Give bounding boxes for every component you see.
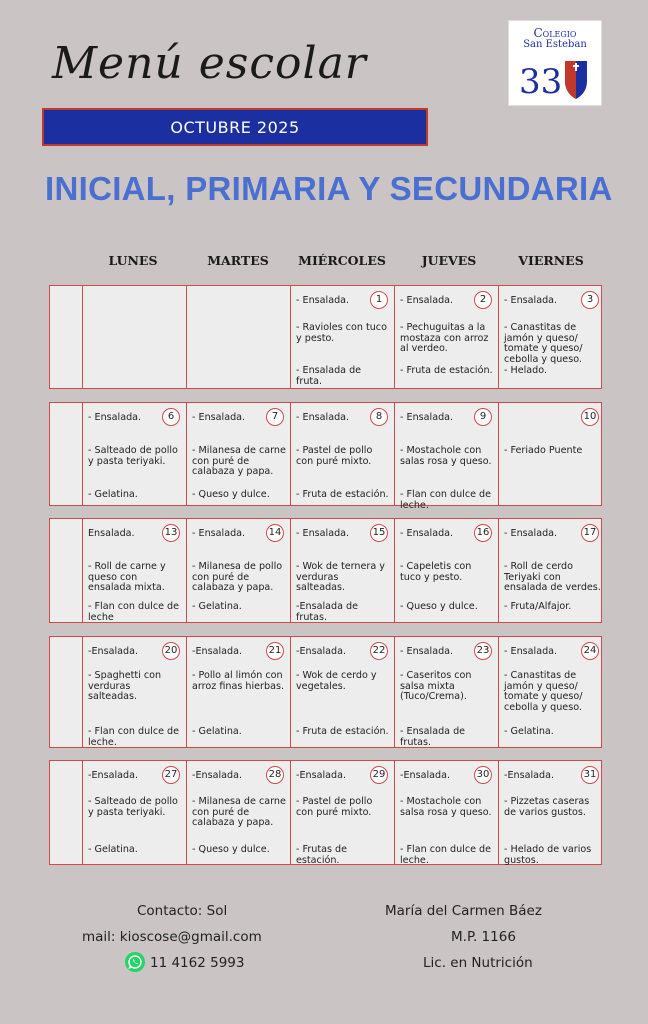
menu-item-dessert: - Helado de varios gustos.	[504, 844, 592, 866]
contact-label: Contacto: Sol	[137, 903, 228, 919]
day-number-badge: 9	[474, 408, 492, 426]
menu-item-dessert: - Queso y dulce.	[400, 601, 478, 612]
day-cell	[83, 761, 187, 864]
day-cell	[187, 761, 291, 864]
menu-item-dessert: - Gelatina.	[192, 726, 242, 737]
menu-item-starter: - Ensalada.	[296, 295, 350, 306]
menu-item-main: - Salteado de pollo y pasta teriyaki.	[88, 796, 178, 818]
day-number-badge: 21	[266, 642, 284, 660]
menu-item-starter: - Ensalada.	[400, 646, 454, 657]
menu-item-starter: - Ensalada.	[400, 412, 454, 423]
menu-item-dessert: - Fruta/Alfajor.	[504, 601, 572, 612]
day-cell	[499, 637, 605, 747]
menu-item-dessert: - Fruta de estación.	[296, 489, 389, 500]
menu-item-starter: -Ensalada.	[504, 770, 555, 781]
menu-item-main: - Pastel de pollo con puré mixto.	[296, 796, 373, 818]
nutritionist-name: María del Carmen Báez	[385, 903, 542, 919]
menu-item-starter: - Ensalada.	[88, 412, 142, 423]
day-header-miercoles: MIÉRCOLES	[298, 253, 386, 268]
day-number-badge: 7	[266, 408, 284, 426]
day-cell	[395, 286, 499, 388]
week-row	[49, 402, 602, 511]
menu-item-dessert: - Flan con dulce de leche	[88, 601, 180, 623]
day-cell	[83, 286, 187, 388]
logo-emblem-icon	[513, 55, 597, 103]
menu-item-main: - Spaghetti con verduras salteadas.	[88, 670, 162, 702]
menu-item-main: - Milanesa de pollo con puré de calabaza y papa.	[192, 561, 283, 593]
week-spacer	[50, 286, 83, 388]
menu-item-starter: - Ensalada.	[504, 295, 558, 306]
day-number-badge: 29	[370, 766, 388, 784]
day-cell	[395, 519, 499, 622]
menu-item-starter: - Ensalada.	[504, 646, 558, 657]
menu-item-main: - Milanesa de carne con puré de calabaza y papa.	[192, 445, 286, 477]
day-cell	[395, 637, 499, 747]
day-number-badge: 23	[474, 642, 492, 660]
week-spacer	[50, 637, 83, 747]
school-logo	[508, 20, 602, 106]
month-banner	[42, 108, 428, 146]
menu-item-dessert: - Flan con dulce de leche.	[400, 489, 492, 511]
menu-item-starter: - Ensalada.	[504, 528, 558, 539]
day-cell	[499, 519, 605, 622]
menu-item-main: - Pastel de pollo con puré mixto.	[296, 445, 373, 467]
menu-item-dessert: - Gelatina.	[504, 726, 554, 737]
day-headers	[0, 253, 648, 273]
day-cell	[395, 761, 499, 864]
month-label: OCTUBRE 2025	[170, 117, 300, 137]
day-number-badge: 15	[370, 524, 388, 542]
menu-item-main: - Canastitas de jamón y queso/ tomate y queso/ cebolla y queso.	[504, 670, 583, 713]
menu-item-dessert: - Gelatina.	[192, 601, 242, 612]
day-number-badge: 16	[474, 524, 492, 542]
day-cell	[83, 519, 187, 622]
contact-phone: 11 4162 5993	[150, 955, 245, 971]
menu-item-dessert: - Gelatina.	[88, 844, 138, 855]
menu-item-main: - Salteado de pollo y pasta teriyaki.	[88, 445, 178, 467]
whatsapp-icon	[125, 952, 145, 972]
menu-item-starter: -Ensalada.	[88, 646, 139, 657]
day-cell	[83, 637, 187, 747]
menu-item-starter: - Ensalada.	[296, 412, 350, 423]
menu-item-main: - Canastitas de jamón y queso/ tomate y queso/ cebolla y queso.	[504, 322, 583, 365]
menu-item-dessert: - Flan con dulce de leche.	[400, 844, 492, 866]
day-cell	[291, 519, 395, 622]
menu-item-dessert: - Queso y dulce.	[192, 844, 270, 855]
menu-item-main: - Pollo al limón con arroz finas hierbas.	[192, 670, 285, 692]
logo-line1: Colegio	[533, 26, 577, 40]
menu-item-dessert: - Ensalada de fruta.	[296, 365, 362, 387]
day-cell	[395, 403, 499, 511]
menu-item-main: - Caseritos con salsa mixta (Tuco/Crema).	[400, 670, 472, 702]
menu-item-main: - Mostachole con salas rosa y queso.	[400, 445, 492, 467]
menu-item-starter: -Ensalada.	[296, 646, 347, 657]
week-row	[49, 285, 602, 389]
menu-item-starter: - Ensalada.	[192, 412, 246, 423]
menu-item-main: - Feriado Puente	[504, 445, 583, 456]
day-number-badge: 6	[162, 408, 180, 426]
menu-item-dessert: - Helado.	[504, 365, 548, 376]
day-header-martes: MARTES	[207, 253, 269, 268]
menu-item-starter: - Ensalada.	[296, 528, 350, 539]
levels-subtitle: INICIAL, PRIMARIA Y SECUNDARIA	[45, 170, 613, 207]
day-number-badge: 24	[581, 642, 599, 660]
week-spacer	[50, 403, 83, 505]
menu-item-dessert: - Gelatina.	[88, 489, 138, 500]
menu-item-starter: Ensalada.	[88, 528, 135, 539]
menu-item-main: - Capeletis con tuco y pesto.	[400, 561, 472, 583]
menu-item-dessert: - Queso y dulce.	[192, 489, 270, 500]
menu-item-main: - Ravioles con tuco y pesto.	[296, 322, 387, 344]
day-header-jueves: JUEVES	[421, 253, 477, 268]
menu-item-main: - Milanesa de carne con puré de calabaza y papa.	[192, 796, 286, 828]
week-row	[49, 518, 602, 623]
day-number-badge: 8	[370, 408, 388, 426]
week-row	[49, 760, 602, 865]
day-number-badge: 3	[581, 291, 599, 309]
day-number-badge: 30	[474, 766, 492, 784]
menu-item-main: - Wok de ternera y verduras salteadas.	[296, 561, 385, 593]
day-cell	[291, 637, 395, 747]
day-cell	[499, 761, 605, 864]
day-header-viernes: VIERNES	[518, 253, 584, 268]
nutritionist-license: M.P. 1166	[451, 929, 516, 945]
day-number-badge: 13	[162, 524, 180, 542]
day-cell	[499, 403, 605, 505]
day-number-badge: 2	[474, 291, 492, 309]
day-cell	[291, 286, 395, 388]
menu-item-main: - Pizzetas caseras de varios gustos.	[504, 796, 590, 818]
day-header-lunes: LUNES	[108, 253, 158, 268]
menu-item-starter: -Ensalada.	[296, 770, 347, 781]
day-cell	[291, 761, 395, 864]
menu-item-main: - Roll de carne y queso con ensalada mixta.	[88, 561, 166, 593]
day-number-badge: 17	[581, 524, 599, 542]
day-cell	[187, 519, 291, 622]
day-cell	[187, 637, 291, 747]
day-cell	[187, 403, 291, 505]
day-cell	[187, 286, 291, 388]
menu-item-starter: -Ensalada.	[192, 770, 243, 781]
menu-item-main: - Pechuguitas a la mostaza con arroz al verdeo.	[400, 322, 489, 354]
day-number-badge: 1	[370, 291, 388, 309]
menu-item-dessert: - Ensalada de frutas.	[400, 726, 466, 748]
menu-item-starter: - Ensalada.	[192, 528, 246, 539]
menu-item-starter: -Ensalada.	[192, 646, 243, 657]
menu-item-starter: -Ensalada.	[88, 770, 139, 781]
menu-item-dessert: -Ensalada de frutas.	[296, 601, 359, 623]
day-cell	[291, 403, 395, 505]
week-spacer	[50, 761, 83, 864]
contact-mail: mail: kioscose@gmail.com	[82, 929, 262, 945]
day-number-badge: 27	[162, 766, 180, 784]
menu-item-dessert: - Frutas de estación.	[296, 844, 348, 866]
day-number-badge: 14	[266, 524, 284, 542]
day-number-badge: 28	[266, 766, 284, 784]
logo-line2: San Esteban	[523, 39, 587, 50]
menu-item-dessert: - Fruta de estación.	[296, 726, 389, 737]
menu-item-dessert: - Fruta de estación.	[400, 365, 493, 376]
menu-item-starter: -Ensalada.	[400, 770, 451, 781]
day-number-badge: 31	[581, 766, 599, 784]
day-number-badge: 20	[162, 642, 180, 660]
day-cell	[83, 403, 187, 505]
day-number-badge: 22	[370, 642, 388, 660]
logo-number: 33	[519, 62, 563, 102]
week-spacer	[50, 519, 83, 622]
week-row	[49, 636, 602, 748]
day-number-badge: 10	[581, 408, 599, 426]
day-cell	[499, 286, 605, 388]
menu-item-main: - Wok de cerdo y vegetales.	[296, 670, 377, 692]
menu-item-dessert: - Flan con dulce de leche.	[88, 726, 180, 748]
menu-item-main: - Roll de cerdo Teriyaki con ensalada de verdes.	[504, 561, 601, 593]
menu-item-starter: - Ensalada.	[400, 295, 454, 306]
page-title: Menú escolar	[52, 38, 367, 89]
menu-item-starter: - Ensalada.	[400, 528, 454, 539]
menu-item-main: - Mostachole con salsa rosa y queso.	[400, 796, 492, 818]
nutritionist-degree: Lic. en Nutrición	[423, 955, 533, 971]
